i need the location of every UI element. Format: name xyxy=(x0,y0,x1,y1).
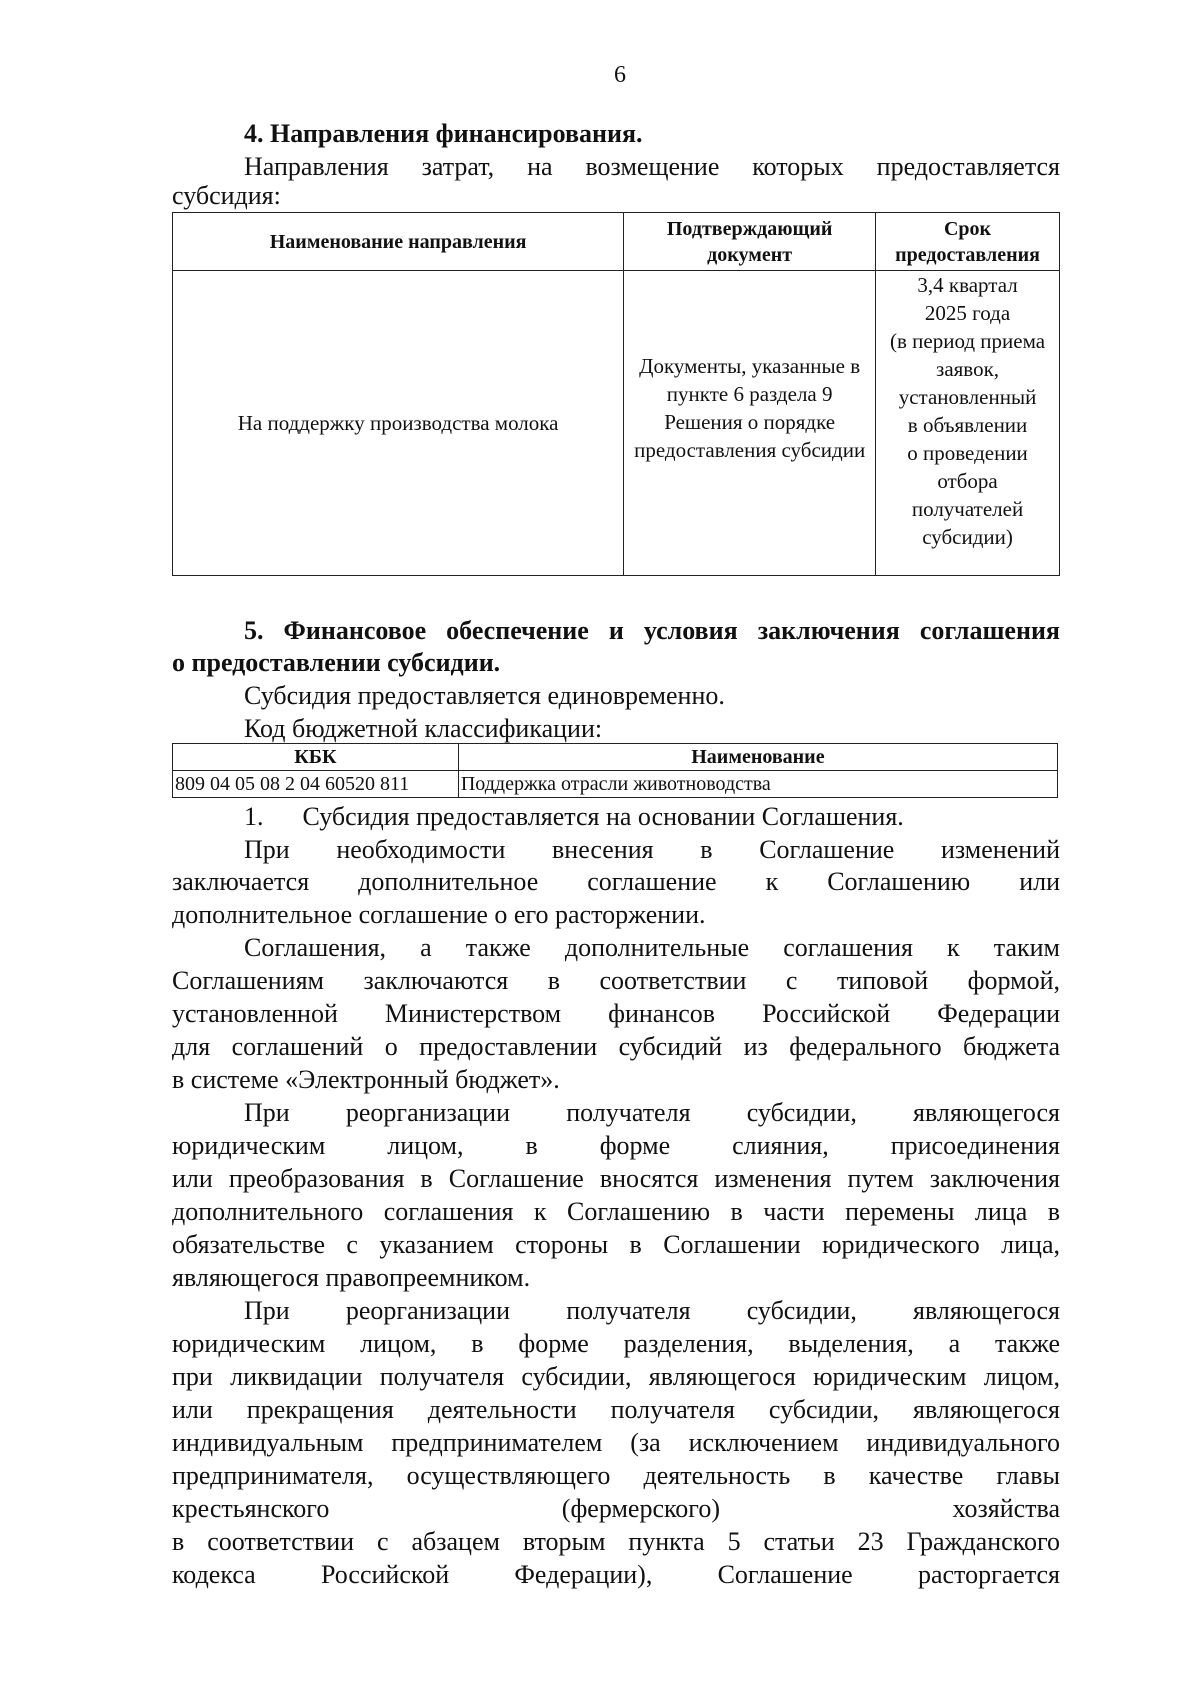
budget-classification-label: Код бюджетной классификации: xyxy=(244,714,603,743)
paragraph-line: или прекращения деятельности получателя субсидии, являющегося xyxy=(172,1395,1060,1424)
subsidy-one-time-text: Субсидия предоставляется единовременно. xyxy=(244,681,725,710)
paragraph-line: обязательстве с указанием стороны в Соглашении юридического лица, xyxy=(172,1230,1060,1259)
term-line: заявок, xyxy=(936,357,1000,381)
section-4-intro-line-2: субсидия: xyxy=(172,181,281,210)
paragraph-line: индивидуальным предпринимателем (за исключением индивидуального xyxy=(172,1428,1060,1457)
term-line: субсидии) xyxy=(922,525,1013,549)
paragraph-line: при ликвидации получателя субсидии, являющегося юридическим лицом, xyxy=(172,1362,1060,1391)
term-line: установленный xyxy=(898,385,1037,409)
paragraph-line: юридическим лицом, в форме разделения, выделения, а также xyxy=(172,1329,1060,1358)
term-line: 3,4 квартал xyxy=(917,273,1018,297)
header-direction-name: Наименование направления xyxy=(173,213,624,271)
term-line: в объявлении xyxy=(907,413,1028,437)
term-line: получателей xyxy=(911,497,1024,521)
paragraph-line: в системе «Электронный бюджет». xyxy=(172,1065,560,1094)
cell-kbk-code: 809 04 05 08 2 04 60520 811 xyxy=(173,771,459,798)
paragraph-line: юридическим лицом, в форме слияния, присоединения xyxy=(172,1131,1060,1160)
paragraph-line: или преобразования в Соглашение вносятся изменения путем заключения xyxy=(172,1164,1060,1193)
section-4-heading: 4. Направления финансирования. xyxy=(244,119,643,148)
cell-direction-name: На поддержку производства молока xyxy=(173,271,624,576)
section-5-heading-line-1: 5. Финансовое обеспечение и условия заключения соглашения xyxy=(244,616,1060,645)
header-confirming-document: Подтверждающий документ xyxy=(624,213,876,271)
paragraph-line: дополнительное соглашение о его расторжении. xyxy=(172,900,706,929)
section-4-intro-line-1: Направления затрат, на возмещение которых предоставляется xyxy=(244,152,1060,181)
paragraph-line: дополнительного соглашения к Соглашению в части перемены лица в xyxy=(172,1197,1060,1226)
cell-provision-term xyxy=(876,271,1060,576)
paragraph-line: Соглашениям заключаются в соответствии с типовой формой, xyxy=(172,966,1060,995)
paragraph-line: предпринимателя, осуществляющего деятельность в качестве главы xyxy=(172,1461,1060,1490)
section-5-heading-line-2: о предоставлении субсидии. xyxy=(172,648,501,677)
paragraph-line: При реорганизации получателя субсидии, являющегося xyxy=(244,1098,1060,1127)
paragraph-line: установленной Министерством финансов Российской Федерации xyxy=(172,999,1060,1028)
paragraph-line: в соответствии с абзацем вторым пункта 5 статьи 23 Гражданского xyxy=(172,1527,1060,1556)
paragraph-line: заключается дополнительное соглашение к Соглашению или xyxy=(172,867,1060,896)
paragraph-line: крестьянского (фермерского) хозяйства xyxy=(172,1494,1060,1523)
page-number: 6 xyxy=(614,62,626,88)
header-kbk: КБК xyxy=(173,744,459,771)
funding-directions-table xyxy=(172,212,1060,576)
kbk-table xyxy=(172,743,1058,798)
term-line: о проведении xyxy=(907,441,1028,465)
paragraph-line: 1. Субсидия предоставляется на основании Соглашения. xyxy=(244,802,904,831)
term-line: отбора xyxy=(937,469,998,493)
paragraph-line: для соглашений о предоставлении субсидий из федерального бюджета xyxy=(172,1032,1060,1061)
cell-confirming-document: Документы, указанные в пункте 6 раздела 9 Решения о порядке предоставления субсидии xyxy=(624,271,876,576)
header-name: Наименование xyxy=(458,744,1057,771)
term-line: 2025 года xyxy=(924,301,1011,325)
paragraph-line: являющегося правопреемником. xyxy=(172,1263,531,1292)
header-provision-term: Срок предоставления xyxy=(876,213,1060,271)
paragraph-line: При необходимости внесения в Соглашение изменений xyxy=(244,835,1060,864)
cell-kbk-name: Поддержка отрасли животноводства xyxy=(458,771,1057,798)
term-line: (в период приема xyxy=(890,329,1046,353)
paragraph-line: кодекса Российской Федерации), Соглашение расторгается xyxy=(172,1560,1060,1589)
paragraph-line: При реорганизации получателя субсидии, являющегося xyxy=(244,1296,1060,1325)
paragraph-line: Соглашения, а также дополнительные соглашения к таким xyxy=(244,933,1060,962)
